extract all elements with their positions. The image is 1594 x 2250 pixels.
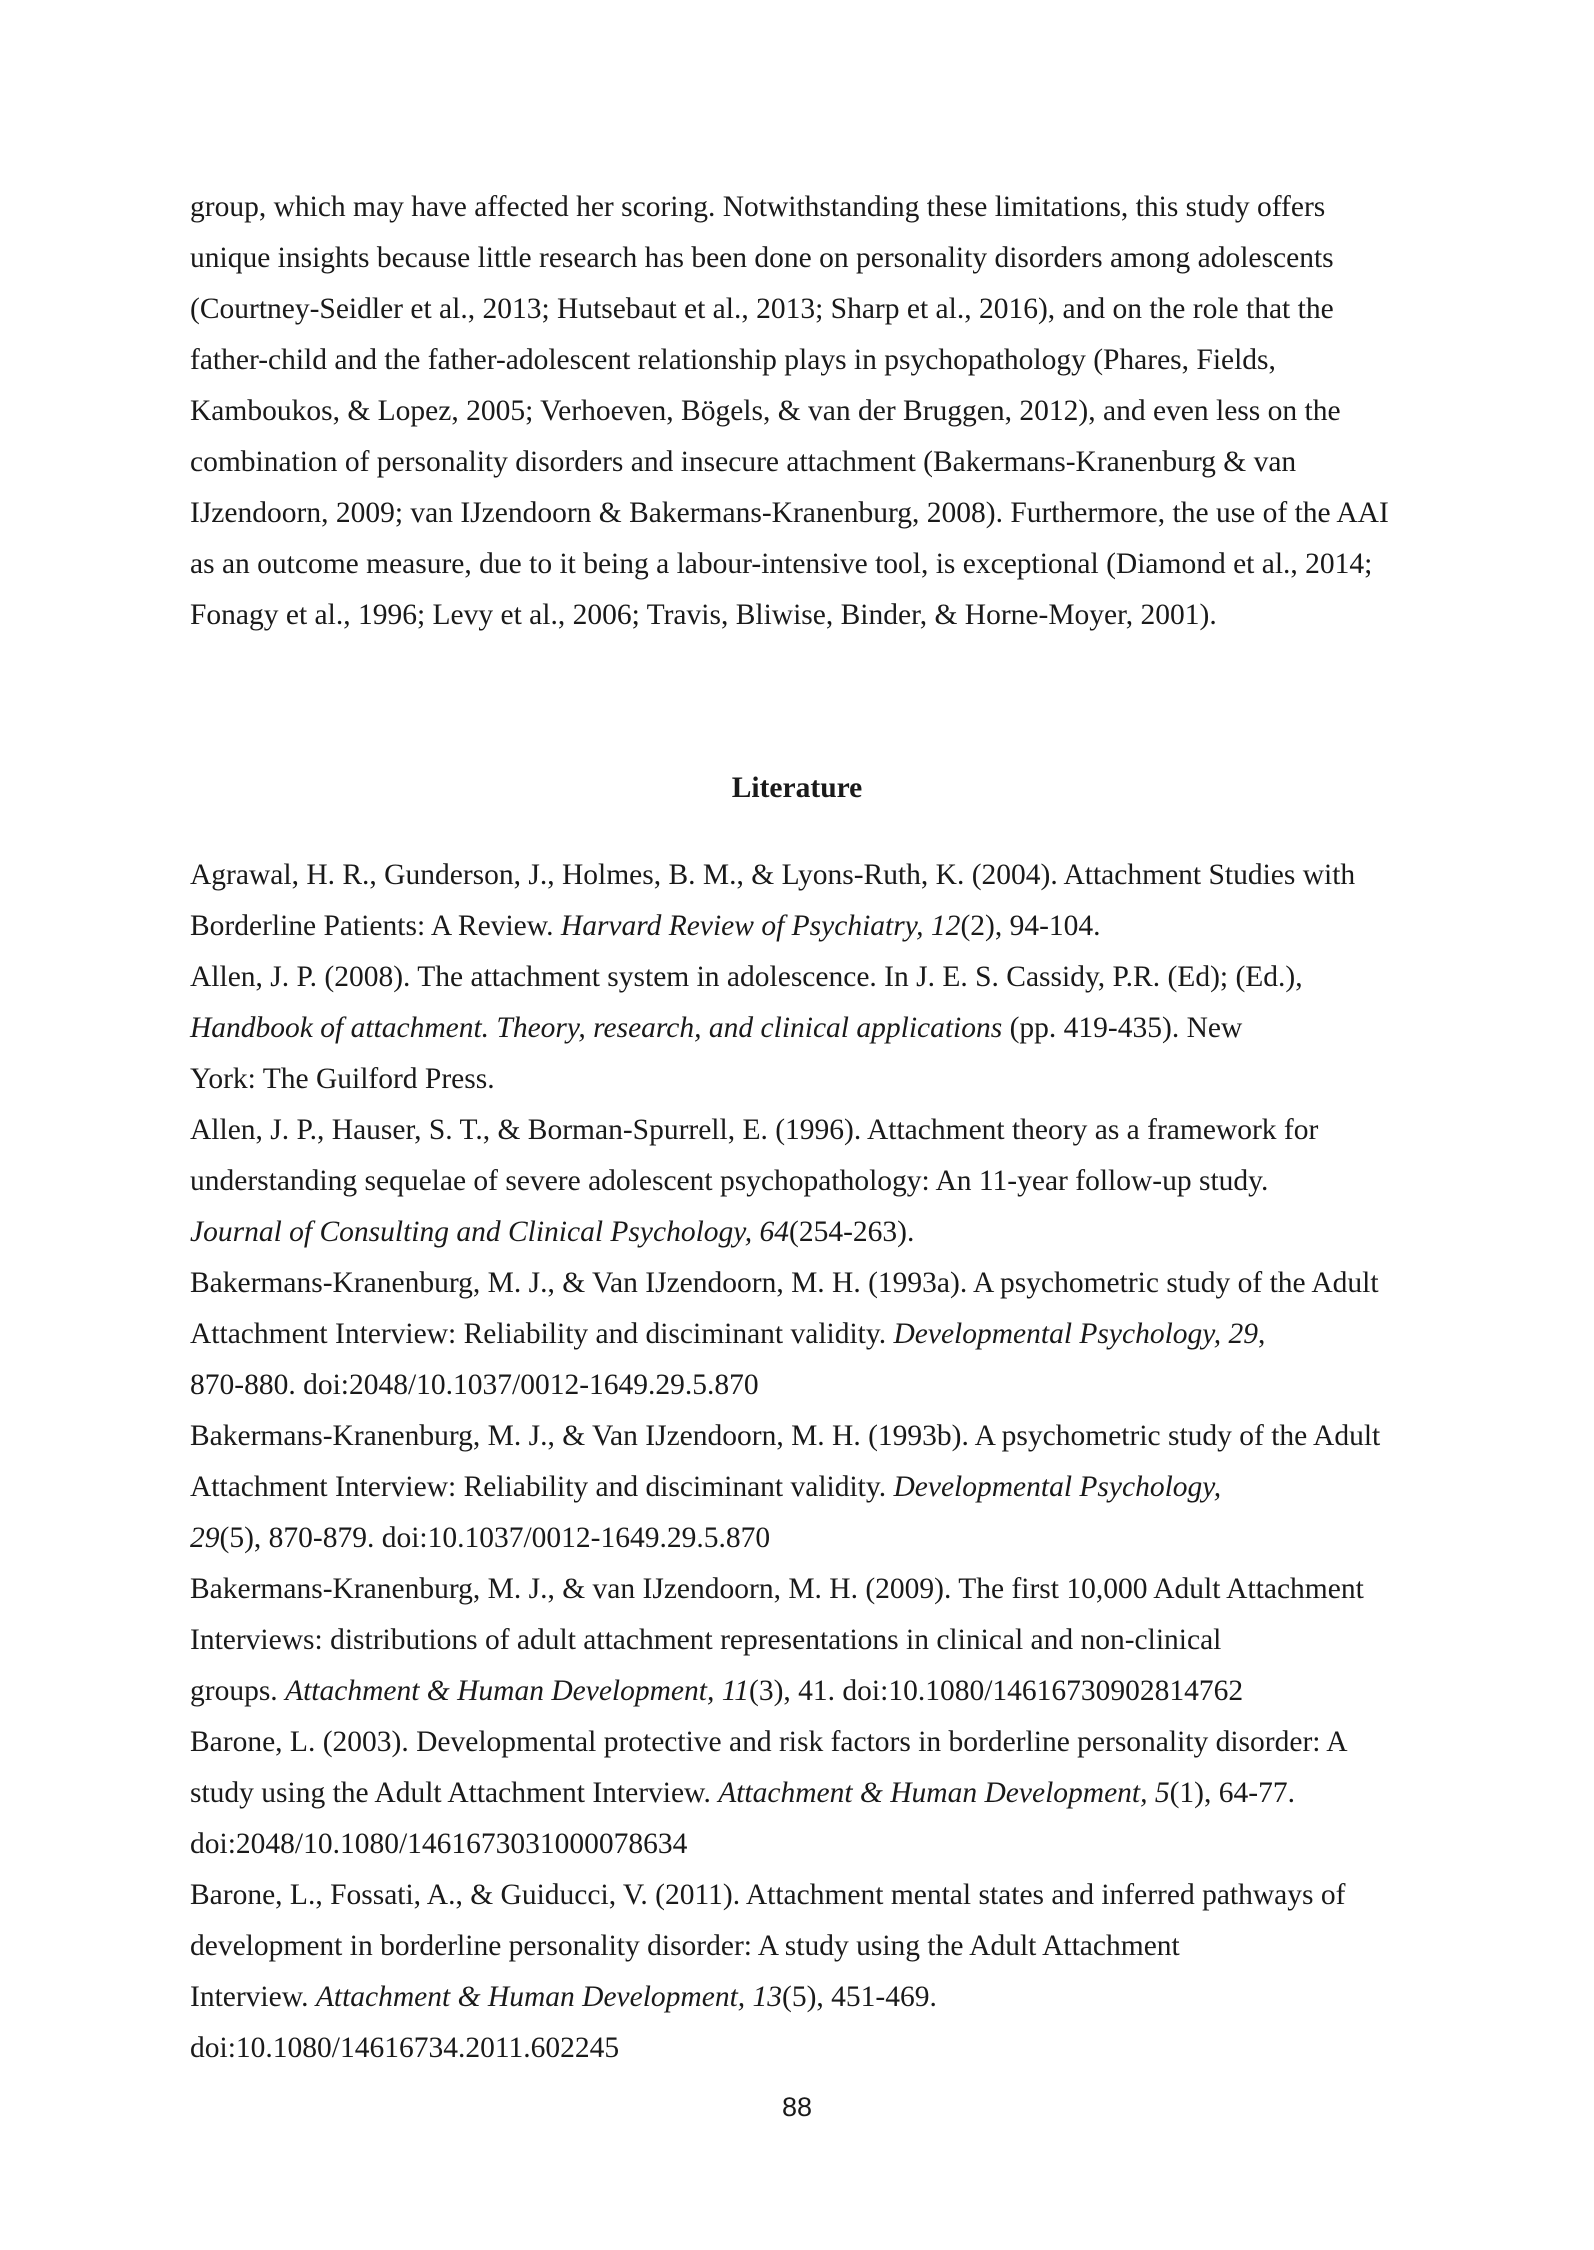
body-line: group, which may have affected her scoring. Notwithstanding these limitations, this study offers [190,191,1326,223]
reference-line: development in borderline personality disorder: A study using the Adult Attachment [190,1930,1180,1962]
body-line: Kamboukos, & Lopez, 2005; Verhoeven, Bögels, & van der Bruggen, 2012), and even less on the [190,395,1341,427]
journal-title: Attachment & Human Development, 11 [285,1675,750,1707]
reference-line: Bakermans-Kranenburg, M. J., & van IJzendoorn, M. H. (2009). The first 10,000 Adult Attachment [190,1573,1364,1605]
journal-title: Attachment & Human Development, 5 [718,1777,1170,1809]
reference-line: 29(5), 870-879. doi:10.1037/0012-1649.29.5.870 [190,1522,771,1554]
reference-line: Allen, J. P. (2008). The attachment system in adolescence. In J. E. S. Cassidy, P.R. (Ed); (Ed.), [190,961,1303,993]
body-line: as an outcome measure, due to it being a labour-intensive tool, is exceptional (Diamond et al., 2014; [190,548,1373,580]
body-paragraph [190,182,1395,641]
reference-line: Bakermans-Kranenburg, M. J., & Van IJzendoorn, M. H. (1993a). A psychometric study of the Adult [190,1267,1379,1299]
reference-line: Barone, L., Fossati, A., & Guiducci, V. (2011). Attachment mental states and inferred pathways of [190,1879,1346,1911]
reference-line: Bakermans-Kranenburg, M. J., & Van IJzendoorn, M. H. (1993b). A psychometric study of the Adult [190,1420,1381,1452]
journal-title: Harvard Review of Psychiatry, 12 [560,910,961,942]
reference-line: understanding sequelae of severe adolescent psychopathology: An 11-year follow-up study. [190,1165,1269,1197]
reference-line: doi:2048/10.1080/1461673031000078634 [190,1828,688,1860]
reference-entry [190,1564,1402,1717]
reference-entry [190,1411,1402,1564]
reference-line: Handbook of attachment. Theory, research, and clinical applications (pp. 419-435). New [190,1012,1243,1044]
body-line: combination of personality disorders and insecure attachment (Bakermans-Kranenburg & van [190,446,1297,478]
page-number: 88 [781,2092,813,2122]
body-line: father-child and the father-adolescent relationship plays in psychopathology (Phares, Fields, [190,344,1276,376]
reference-line: Allen, J. P., Hauser, S. T., & Borman-Spurrell, E. (1996). Attachment theory as a framework for [190,1114,1319,1146]
journal-volume: 29 [190,1522,220,1554]
journal-title: Developmental Psychology, 29 [893,1318,1259,1350]
reference-line: York: The Guilford Press. [190,1063,495,1095]
book-title: Handbook of attachment. Theory, research, and clinical applications [190,1012,1003,1044]
reference-line: Borderline Patients: A Review. Harvard Review of Psychiatry, 12(2), 94-104. [190,910,1101,942]
body-line: (Courtney-Seidler et al., 2013; Hutsebaut et al., 2013; Sharp et al., 2016), and on the role that the [190,293,1334,325]
reference-entry [190,1717,1402,1870]
reference-line: study using the Adult Attachment Interview. Attachment & Human Development, 5(1), 64-77. [190,1777,1295,1809]
reference-entry [190,1105,1402,1258]
reference-line: Agrawal, H. R., Gunderson, J., Holmes, B. M., & Lyons-Ruth, K. (2004). Attachment Studies with [190,859,1356,891]
reference-line: Attachment Interview: Reliability and disciminant validity. Developmental Psychology, [190,1471,1222,1503]
reference-entry [190,1870,1402,2074]
journal-title: Attachment & Human Development, 13 [315,1981,783,2013]
reference-line: groups. Attachment & Human Development, 11(3), 41. doi:10.1080/14616730902814762 [190,1675,1244,1707]
reference-line: Attachment Interview: Reliability and disciminant validity. Developmental Psychology, 29, [190,1318,1266,1350]
journal-title: Journal of Consulting and Clinical Psychology, 64 [190,1216,789,1248]
body-line: Fonagy et al., 1996; Levy et al., 2006; Travis, Bliwise, Binder, & Horne-Moyer, 2001). [190,599,1217,631]
reference-entry [190,1258,1402,1411]
reference-entry [190,952,1402,1105]
reference-line: Journal of Consulting and Clinical Psychology, 64(254-263). [190,1216,915,1248]
body-line: unique insights because little research has been done on personality disorders among adolescents [190,242,1334,274]
body-line: IJzendoorn, 2009; van IJzendoorn & Bakermans-Kranenburg, 2008). Furthermore, the use of the AAI [190,497,1389,529]
reference-line: 870-880. doi:2048/10.1037/0012-1649.29.5.870 [190,1369,759,1401]
reference-line: Interview. Attachment & Human Development, 13(5), 451-469. [190,1981,937,2013]
journal-title: Developmental Psychology, [893,1471,1222,1503]
reference-list [190,850,1402,2074]
reference-entry [190,850,1402,952]
section-heading: Literature [731,772,863,804]
reference-line: Interviews: distributions of adult attachment representations in clinical and non-clinical [190,1624,1222,1656]
reference-line: Barone, L. (2003). Developmental protective and risk factors in borderline personality disorder: A [190,1726,1348,1758]
reference-line: doi:10.1080/14616734.2011.602245 [190,2032,620,2064]
